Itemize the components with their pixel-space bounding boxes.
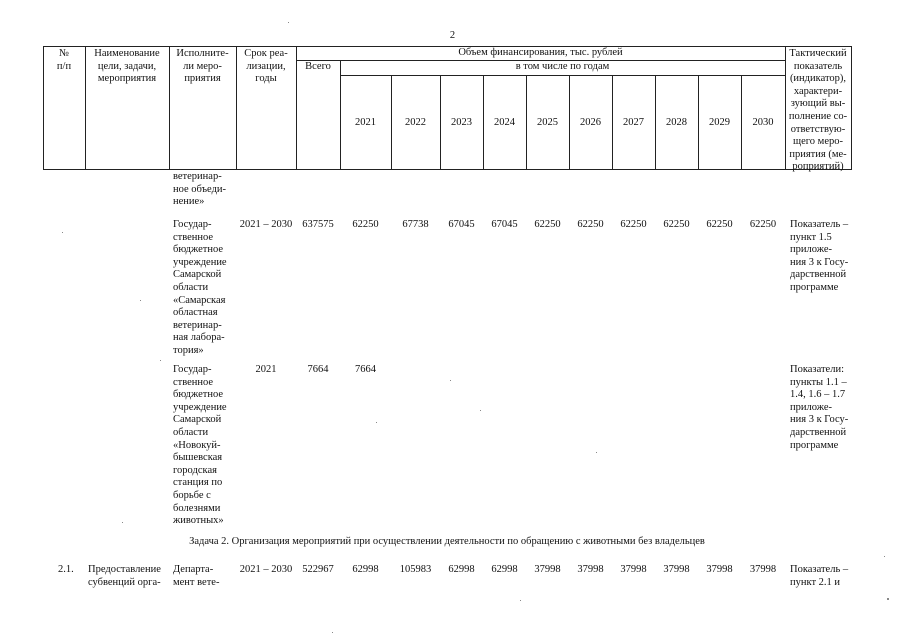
header-year: 2024 xyxy=(494,117,515,128)
year-value-cell: 37998 xyxy=(749,564,777,575)
header-by-years: в том числе по годам xyxy=(515,61,610,72)
year-value-cell: 62998 xyxy=(352,564,379,575)
year-value-cell: 67738 xyxy=(402,219,429,230)
year-value-cell: 62250 xyxy=(706,219,733,230)
header-funding: Объем финансирования, тыс. рублей xyxy=(458,47,623,58)
header-year: 2030 xyxy=(752,117,774,128)
year-value-cell: 37998 xyxy=(663,564,690,575)
year-value-cell: 37998 xyxy=(577,564,604,575)
total-cell: 7664 xyxy=(307,364,329,375)
year-value-cell: 62250 xyxy=(749,219,777,230)
indicator-cell: Показатель – пункт 2.1 и xyxy=(790,564,849,588)
year-value-cell: 37998 xyxy=(706,564,733,575)
header-indicator: Тактический показатель (индикатор), характери- зующий вы- полнение со- ответствую- щего меро- приятия (ме- роприятий) xyxy=(788,48,848,173)
year-value-cell: 62250 xyxy=(352,219,379,230)
year-value-cell: 67045 xyxy=(448,219,475,230)
year-value-cell: 62250 xyxy=(663,219,690,230)
year-value-cell: 62998 xyxy=(448,564,475,575)
executor-cell: Государ- ственное бюджетное учреждение Самарской области «Самарская областная ветеринар- ная лабора- тория» xyxy=(173,219,227,356)
executor-cell: ветеринар- ное объеди- нение» xyxy=(173,171,227,208)
header-year: 2027 xyxy=(623,117,644,128)
year-value-cell: 62998 xyxy=(491,564,518,575)
header-year: 2028 xyxy=(666,117,687,128)
year-value-cell: 37998 xyxy=(620,564,647,575)
year-value-cell: 67045 xyxy=(491,219,518,230)
row-number-cell: 2.1. xyxy=(58,564,74,575)
header-year: 2021 xyxy=(355,117,376,128)
task-heading: Задача 2. Организация мероприятий при осуществлении деятельности по обращению с животными без владельцев xyxy=(189,536,705,547)
year-value-cell: 62250 xyxy=(534,219,561,230)
header-year: 2023 xyxy=(451,117,472,128)
year-value-cell: 105983 xyxy=(399,564,432,575)
name-cell: Предоставление субвенций орга- xyxy=(88,564,161,588)
year-value-cell: 62250 xyxy=(577,219,604,230)
executor-cell: Государ- ственное бюджетное учреждение Самарской области «Новокуй- бышевская городская станция по борьбе с болезнями животных» xyxy=(173,364,227,527)
header-total: Всего xyxy=(305,61,331,72)
total-cell: 522967 xyxy=(302,564,334,575)
header-executor: Исполните- ли меро- приятия xyxy=(176,48,229,85)
indicator-cell: Показатели: пункты 1.1 – 1.4, 1.6 – 1.7 приложе- ния 3 к Госу- дарственной программе xyxy=(790,364,849,451)
term-cell: 2021 – 2030 xyxy=(239,564,293,575)
header-year: 2022 xyxy=(405,117,426,128)
year-value-cell: 62250 xyxy=(620,219,647,230)
year-value-cell: 37998 xyxy=(534,564,561,575)
header-year: 2025 xyxy=(537,117,558,128)
executor-cell: Департа- мент вете- xyxy=(173,564,220,588)
total-cell: 637575 xyxy=(302,219,334,230)
header-number: № п/п xyxy=(56,48,72,72)
page-number: 2 xyxy=(449,30,456,41)
indicator-cell: Показатель – пункт 1.5 приложе- ния 3 к Госу- дарственной программе xyxy=(790,219,849,293)
header-year: 2026 xyxy=(580,117,601,128)
year-value-cell: 7664 xyxy=(355,364,376,375)
header-name: Наименование цели, задачи, мероприятия xyxy=(94,48,160,85)
term-cell: 2021 – 2030 xyxy=(239,219,293,230)
header-term: Срок реа- лизации, годы xyxy=(244,48,288,85)
header-year: 2029 xyxy=(709,117,730,128)
term-cell: 2021 xyxy=(255,364,277,375)
